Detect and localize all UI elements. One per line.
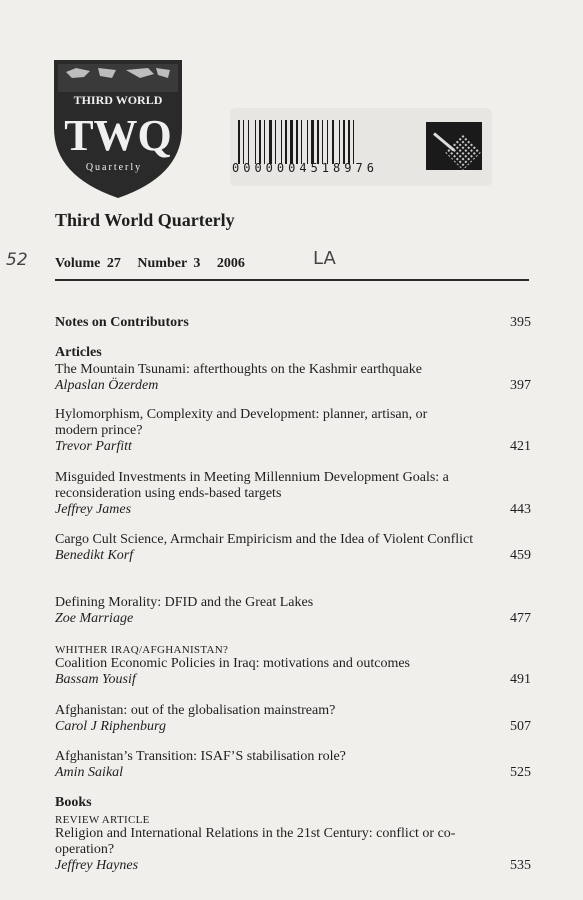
barcode-number: 0000004518976 — [232, 161, 378, 175]
barcode-bar — [264, 120, 265, 164]
barcode-bar — [275, 120, 276, 164]
issue-line — [55, 256, 255, 272]
handwritten-mark-right: LA — [313, 248, 336, 269]
twq-logo — [52, 58, 184, 200]
logo-line1: THIRD WORLD — [73, 93, 163, 107]
article-title: The Mountain Tsunami: afterthoughts on the Kashmir earthquake — [55, 362, 422, 377]
barcode-bar — [296, 120, 298, 164]
barcode-bar — [290, 120, 293, 164]
journal-title: Third World Quarterly — [55, 210, 235, 230]
logo-line3: Quarterly — [85, 162, 143, 173]
barcode-bar — [348, 120, 350, 164]
article-author: Carol J Riphenburg — [55, 719, 166, 734]
barcode-bar — [311, 120, 314, 164]
toc-entry — [55, 656, 531, 688]
article-author: Zoe Marriage — [55, 611, 134, 626]
toc-entry — [55, 703, 531, 735]
article-title: Afghanistan: out of the globalisation mainstream? — [55, 703, 336, 718]
handwritten-mark-left: 52 — [6, 250, 28, 270]
barcode-bar — [343, 120, 345, 164]
article-page: 477 — [510, 611, 531, 626]
barcode-bar — [307, 120, 308, 164]
article-page: 535 — [510, 858, 531, 873]
barcode-bar — [322, 120, 323, 164]
divider-rule — [55, 279, 529, 281]
barcode-bar — [259, 120, 261, 164]
barcode-bar — [317, 120, 319, 164]
article-author: Trevor Parfitt — [55, 439, 132, 454]
books-heading: Books — [55, 795, 92, 810]
article-page: 491 — [510, 672, 531, 687]
article-author: Jeffrey Haynes — [55, 858, 139, 873]
notes-page: 395 — [510, 315, 531, 330]
toc-entry — [55, 826, 531, 874]
barcode-label — [230, 108, 492, 186]
toc-entry — [55, 362, 531, 394]
article-author: Alpaslan Özerdem — [55, 378, 159, 393]
issue-number: Number 3 — [137, 256, 201, 271]
notes-title: Notes on Contributors — [55, 315, 189, 330]
barcode-bar — [327, 120, 328, 164]
toc-entry — [55, 595, 531, 627]
barcode-bar — [238, 120, 240, 164]
library-stamp-icon — [426, 122, 482, 170]
barcode-bar — [301, 120, 302, 164]
article-title: Afghanistan’s Transition: ISAF’S stabilisation role? — [55, 749, 346, 764]
toc-entry — [55, 532, 531, 564]
toc-entry — [55, 470, 531, 518]
articles-heading: Articles — [55, 345, 102, 360]
article-title: Defining Morality: DFID and the Great Lakes — [55, 595, 314, 610]
toc-entry — [55, 407, 531, 455]
barcode-bar — [248, 120, 249, 164]
barcode-bar — [285, 120, 287, 164]
barcode-bars — [238, 120, 420, 164]
section-heading-whither: WHITHER IRAQ/AFGHANISTAN? — [55, 644, 229, 656]
article-title: Religion and International Relations in the 21st Century: conflict or co-operation? — [55, 826, 456, 857]
article-author: Bassam Yousif — [55, 672, 136, 687]
article-title: Misguided Investments in Meeting Millennium Development Goals: a reconsideration using ends-based targets — [55, 470, 449, 501]
article-page: 421 — [510, 439, 531, 454]
barcode-bar — [255, 120, 256, 164]
barcode-bar — [243, 120, 244, 164]
article-title: Coalition Economic Policies in Iraq: motivations and outcomes — [55, 656, 410, 671]
article-page: 507 — [510, 719, 531, 734]
year: 2006 — [216, 256, 245, 271]
article-page: 525 — [510, 765, 531, 780]
article-page: 459 — [510, 548, 531, 563]
barcode-bar — [339, 120, 340, 164]
toc-entry-notes — [55, 315, 531, 331]
logo-big-letters: TWQ — [64, 111, 172, 160]
volume: Volume 27 — [55, 256, 121, 271]
review-article-heading: REVIEW ARTICLE — [55, 814, 150, 826]
article-page: 443 — [510, 502, 531, 517]
toc-entry — [55, 749, 531, 781]
barcode-bar — [269, 120, 272, 164]
barcode-bar — [332, 120, 334, 164]
article-author: Jeffrey James — [55, 502, 132, 517]
barcode-bar — [281, 120, 282, 164]
article-title: Hylomorphism, Complexity and Development: planner, artisan, or modern prince? — [55, 407, 428, 438]
article-author: Benedikt Korf — [55, 548, 134, 563]
barcode-bar — [353, 120, 354, 164]
article-author: Amin Saikal — [55, 765, 124, 780]
article-page: 397 — [510, 378, 531, 393]
article-title: Cargo Cult Science, Armchair Empiricism and the Idea of Violent Conflict — [55, 532, 474, 547]
